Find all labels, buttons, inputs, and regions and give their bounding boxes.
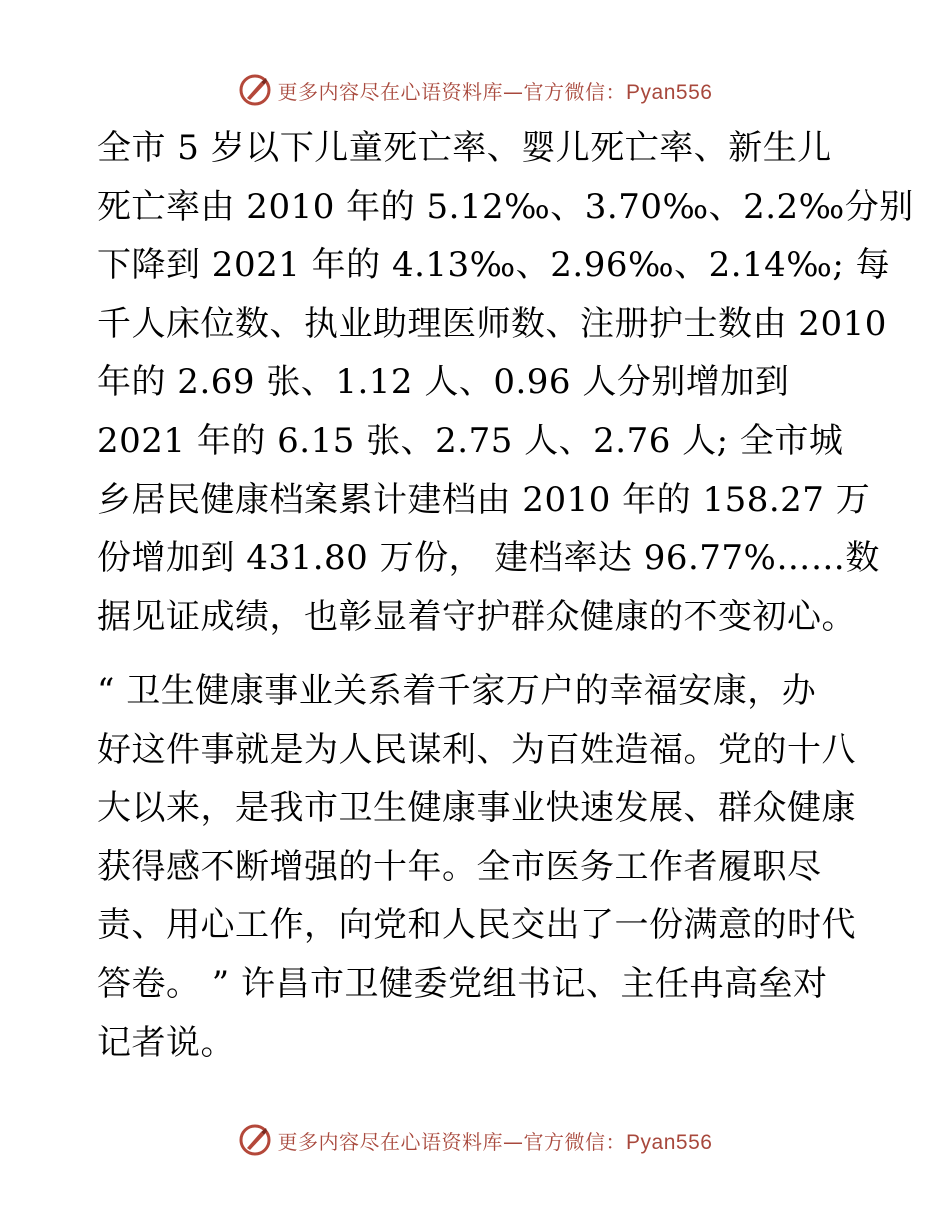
header-watermark [0,70,950,110]
paragraph-quote [97,662,867,1072]
watermark-wechat-id: Pyan556 [626,80,713,104]
text-line: 全市 5 岁以下儿童死亡率、婴儿死亡率、新生儿 [97,128,832,168]
text-line: 好这件事就是为人民谋利、为百姓造福。党的十八 [97,729,856,770]
text-line: 份增加到 431.80 万份， 建档率达 96.77%……数 [97,538,880,579]
text-line: 记者说。 [97,1022,235,1063]
watermark-text: 更多内容尽在心语资料库—官方微信：Pyan556 [277,79,713,104]
watermark-text: 更多内容尽在心语资料库—官方微信：Pyan556 [277,1129,713,1154]
text-line: “ 卫生健康事业关系着千家万户的幸福安康，办 [97,671,817,711]
quill-logo-icon [238,73,272,107]
text-line: 大以来，是我市卫生健康事业快速发展、群众健康 [97,788,856,829]
text-line: 年的 2.69 张、1.12 人、0.96 人分别增加到 [97,362,790,403]
text-line: 获得感不断增强的十年。全市医务工作者履职尽 [97,846,822,887]
quill-logo-icon [238,1123,272,1157]
text-line: 答卷。 ” 许昌市卫健委党组书记、主任冉高垒对 [97,963,828,1004]
text-line: 据见证成绩，也彰显着守护群众健康的不变初心。 [97,596,856,637]
text-line: 责、用心工作，向党和人民交出了一份满意的时代 [97,905,856,946]
text-line: 2021 年的 6.15 张、2.75 人、2.76 人; 全市城 [97,420,844,461]
text-line: 死亡率由 2010 年的 5.12‰、3.70‰、2.2‰分别 [97,186,914,227]
paragraph-statistics [97,119,914,646]
footer-watermark [0,1120,950,1160]
watermark-wechat-id: Pyan556 [626,1130,713,1154]
text-line: 乡居民健康档案累计建档由 2010 年的 158.27 万 [97,479,871,520]
text-line: 下降到 2021 年的 4.13‰、2.96‰、2.14‰; 每 [97,245,891,286]
text-line: 千人床位数、执业助理医师数、注册护士数由 2010 [97,303,887,344]
